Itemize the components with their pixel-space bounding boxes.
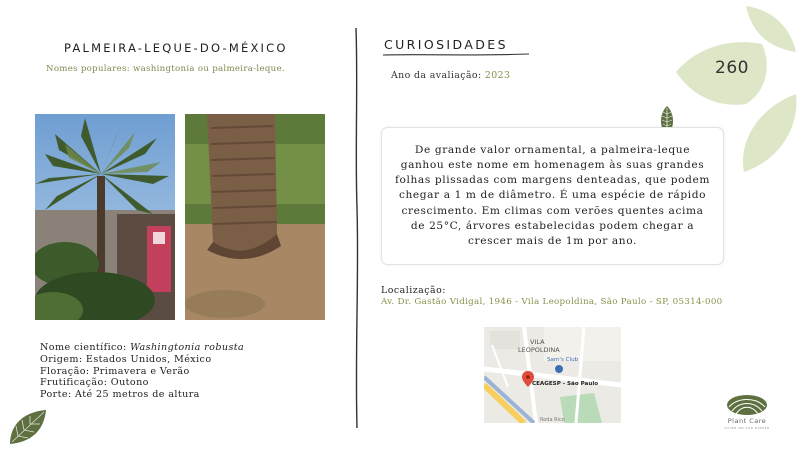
location-map[interactable] [484, 327, 621, 423]
curiosity-card [381, 127, 724, 265]
brand-name: Plant Care [727, 417, 767, 425]
year-value: 2023 [484, 70, 511, 81]
leaf-decoration-icon [8, 408, 48, 446]
palm-trunk-photo [185, 114, 325, 320]
curiosities-title: CURIOSIDADES [384, 37, 508, 52]
brand-tagline: cuide da sua planta [724, 426, 770, 430]
popular-names: Nomes populares: washingtonia ou palmeira-leque. [46, 64, 285, 74]
map-district-line2: LEOPOLDINA [518, 346, 560, 354]
location-label: Localização: [381, 285, 446, 296]
map-district-line1: VILA [530, 338, 545, 346]
curiosity-text: De grande valor ornamental, a palmeira-leque ganhou este nome em homenagem às suas grandes folhas plissadas com margens denteadas, que podem chegar a 1 m de diâmetro. É uma espécie de rápido crescimento. Em climas com verões quentes acima de 25°C, árvores estabelecidas podem chegar a crescer mais de 1m por ano. [395, 143, 710, 247]
scientific-name-value: Washingtonia robusta [130, 342, 245, 353]
shopping-bag-icon[interactable] [555, 365, 563, 373]
vertical-divider [350, 28, 364, 428]
plant-number-badge: 260 [715, 58, 749, 78]
palm-tree-photo [35, 114, 175, 320]
origin: Origem: Estados Unidos, México [40, 353, 212, 365]
title-underline [383, 52, 529, 58]
location-address[interactable]: Av. Dr. Gastão Vidigal, 1946 - Vila Leopoldina, São Paulo - SP, 05314-000 [381, 297, 723, 307]
map-poi-sams: Sam's Club [547, 357, 579, 363]
size: Porte: Até 25 metros de altura [40, 389, 200, 401]
map-poi-3: Roda Rico [540, 417, 565, 423]
plant-facts [40, 342, 244, 401]
map-poi-ceagesp: CEAGESP - São Paulo [532, 381, 599, 387]
evaluation-year: Ano da avaliação: 2023 [391, 70, 511, 81]
leaf-cluster-decoration [676, 4, 800, 176]
fruiting: Frutificação: Outono [40, 377, 149, 389]
plant-title: PALMEIRA-LEQUE-DO-MÉXICO [64, 41, 288, 55]
flowering: Floração: Primavera e Verão [40, 365, 190, 377]
scientific-name: Nome científico: Washingtonia robusta [40, 342, 245, 353]
